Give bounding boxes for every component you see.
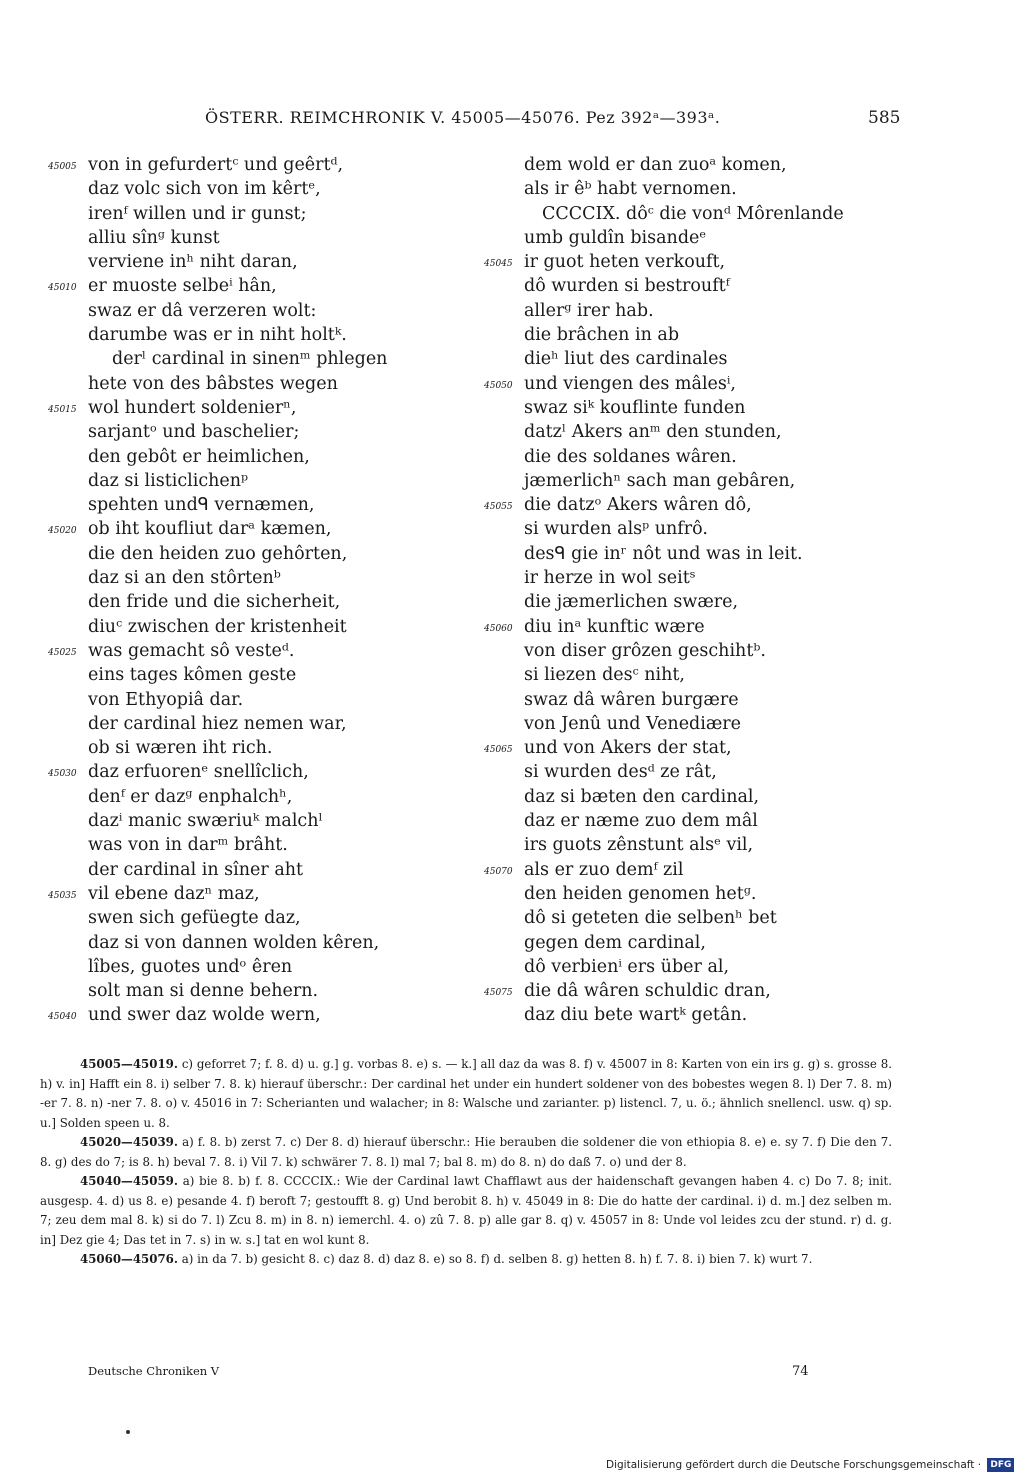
scan-speck bbox=[126, 1430, 130, 1434]
verse-line bbox=[484, 226, 924, 250]
line-number: 45040 bbox=[48, 1012, 77, 1023]
verse-text: daz er næme zuo dem mâl bbox=[524, 811, 758, 832]
verse-line bbox=[484, 202, 924, 226]
verse-text: von diser grôzen geschihtᵇ. bbox=[524, 640, 766, 661]
verse-text: diu inᵃ kunftic wære bbox=[524, 616, 705, 637]
apparatus-notes: a) bie 8. b) f. 8. CCCCIX.: Wie der Cardinal lawt Chafflawt aus der haidenschaft gevangen haben 4. c) Do 7. 8; init. ausgesp. 4. d) us 8. e) pesande 4. f) beroft 7; gestoufft 8. g) Und berobit 8. h) v. 45049 in 8: Die do hatte der cardinal. i) d. m.] dez selben m. 7; zeu dem mal 8. k) si do 7. l) Zcu 8. m) in 8. n) iemerchl. 4. o) zû 7. 8. p) alle gar 8. q) v. 45057 in 8: Unde vol leides zcu der stund. r) d. g. in] Dez gie 4; Das tet in 7. s) in w. s.] tat en wol kunt 8. bbox=[40, 1174, 892, 1247]
apparatus-range: 45060—45076. bbox=[80, 1252, 178, 1266]
verse-text: ir guot heten verkouft, bbox=[524, 252, 726, 273]
verse-line bbox=[484, 396, 924, 420]
verse-line bbox=[484, 809, 924, 833]
verse-text: eins tages kômen geste bbox=[88, 665, 297, 686]
verse-text: was von in darᵐ brâht. bbox=[88, 835, 288, 856]
verse-text: swaz dâ wâren burgære bbox=[524, 689, 739, 710]
verse-text: swen sich gefüegte daz, bbox=[88, 908, 301, 929]
verse-line bbox=[48, 323, 488, 347]
verse-text: von Ethyopiâ dar. bbox=[88, 689, 244, 710]
apparatus-notes: a) in da 7. b) gesicht 8. c) daz 8. d) daz 8. e) so 8. f) d. selben 8. g) hetten 8. h) f. 7. 8. i) bien 7. k) wurt 7. bbox=[178, 1252, 813, 1266]
verse-line bbox=[484, 1003, 924, 1027]
verse-text: verviene inʰ niht daran, bbox=[88, 252, 298, 273]
verse-text: derˡ cardinal in sinenᵐ phlegen bbox=[112, 349, 388, 370]
verse-line bbox=[484, 906, 924, 930]
verse-text: gegen dem cardinal, bbox=[524, 932, 706, 953]
verse-line bbox=[484, 736, 924, 760]
apparatus-entry bbox=[40, 1133, 892, 1172]
running-header bbox=[0, 108, 1000, 138]
verse-text: si liezen desᶜ niht, bbox=[524, 665, 685, 686]
verse-line bbox=[484, 274, 924, 298]
verse-line bbox=[48, 882, 488, 906]
verse-line bbox=[484, 153, 924, 177]
apparatus-range: 45005—45019. bbox=[80, 1057, 178, 1071]
verse-text: dem wold er dan zuoᵃ komen, bbox=[524, 155, 787, 175]
verse-text: alliu sînᵍ kunst bbox=[88, 227, 220, 248]
verse-text: dazⁱ manic swæriuᵏ malchˡ bbox=[88, 811, 323, 832]
verse-text: ob iht koufliut darᵃ kæmen, bbox=[88, 519, 332, 540]
verse-line bbox=[48, 590, 488, 614]
verse-line bbox=[484, 688, 924, 712]
line-number: 45005 bbox=[48, 162, 77, 172]
verse-text: allerᵍ irer hab. bbox=[524, 300, 654, 321]
verse-line bbox=[48, 712, 488, 736]
verse-text: ir herze in wol seitˢ bbox=[524, 568, 696, 589]
verse-text: irenᶠ willen und ir gunst; bbox=[88, 203, 307, 224]
verse-line bbox=[48, 542, 488, 566]
line-number: 45025 bbox=[48, 647, 77, 658]
verse-text: von Jenû und Venediære bbox=[524, 713, 742, 734]
verse-text: daz si an den stôrtenᵇ bbox=[88, 568, 281, 589]
verse-line bbox=[48, 809, 488, 833]
verse-line bbox=[484, 250, 924, 274]
verse-line bbox=[48, 736, 488, 760]
verse-text: er muoste selbeⁱ hân, bbox=[88, 276, 277, 297]
verse-text: lîbes, guotes undᵒ êren bbox=[88, 956, 293, 977]
verse-line bbox=[48, 785, 488, 809]
verse-line bbox=[484, 177, 924, 201]
verse-text: datzˡ Akers anᵐ den stunden, bbox=[524, 422, 782, 443]
verse-text: die brâchen in ab bbox=[524, 325, 680, 346]
verse-line bbox=[484, 858, 924, 882]
verse-line bbox=[484, 760, 924, 784]
verse-text: daz volc sich von im kêrtᵉ, bbox=[88, 179, 321, 200]
verse-text: die jæmerlichen swære, bbox=[524, 592, 739, 613]
line-number: 45035 bbox=[48, 890, 77, 901]
verse-text: denᶠ er dazᵍ enphalchʰ, bbox=[88, 786, 293, 807]
signature-mark: 74 bbox=[792, 1364, 809, 1379]
page-number: 585 bbox=[868, 108, 901, 128]
verse-line bbox=[484, 590, 924, 614]
verse-line bbox=[48, 396, 488, 420]
verse-line bbox=[48, 372, 488, 396]
verse-line bbox=[484, 931, 924, 955]
apparatus-entry bbox=[40, 1250, 892, 1270]
verse-text: dieʰ liut des cardinales bbox=[524, 349, 728, 370]
verse-line bbox=[48, 445, 488, 469]
verse-line bbox=[48, 202, 488, 226]
verse-line bbox=[484, 955, 924, 979]
verse-text: daz erfuorenᵉ snellîclich, bbox=[88, 762, 309, 783]
line-number: 45060 bbox=[484, 623, 513, 634]
verse-line bbox=[484, 882, 924, 906]
verse-text: darumbe was er in niht holtᵏ. bbox=[88, 325, 347, 346]
verse-text: swaz siᵏ kouflinte funden bbox=[524, 397, 746, 418]
verse-text: swaz er dâ verzeren wolt: bbox=[88, 300, 317, 321]
verse-text: sarjantᵒ und baschelier; bbox=[88, 422, 300, 443]
verse-line bbox=[48, 493, 488, 517]
verse-text: ob si wæren iht rich. bbox=[88, 738, 273, 759]
line-number: 45045 bbox=[484, 259, 513, 270]
verse-text: jæmerlichⁿ sach man gebâren, bbox=[524, 470, 796, 491]
apparatus-entry bbox=[40, 1055, 892, 1133]
verse-text: und swer daz wolde wern, bbox=[88, 1005, 321, 1026]
verse-text: irs guots zênstunt alsᵉ vil, bbox=[524, 835, 754, 856]
verse-line bbox=[48, 833, 488, 857]
dfg-funding-text: Digitalisierung gefördert durch die Deutsche Forschungsgemeinschaft · bbox=[606, 1459, 982, 1471]
verse-line bbox=[48, 299, 488, 323]
verse-column-right bbox=[484, 153, 924, 1028]
verse-text: daz si von dannen wolden kêren, bbox=[88, 932, 380, 953]
verse-text: wol hundert soldenierⁿ, bbox=[88, 397, 297, 418]
verse-line bbox=[484, 639, 924, 663]
verse-line bbox=[48, 639, 488, 663]
verse-text: dô si geteten die selbenʰ bet bbox=[524, 908, 777, 929]
verse-line bbox=[484, 785, 924, 809]
verse-text: si wurden desᵈ ze rât, bbox=[524, 762, 717, 783]
line-number: 45065 bbox=[484, 745, 513, 756]
verse-line bbox=[484, 420, 924, 444]
apparatus-notes: c) geforret 7; f. 8. d) u. g.] g. vorbas 8. e) s. — k.] all daz da was 8. f) v. 45007 in 8: Karten von ein irs g. g) s. grosse 8. h) v. in] Hafft ein 8. i) selber 7. 8. k) hierauf überschr.: Der cardinal het under ein hundert soldener von des bobestes wegen 8. l) Der 7. 8. m) -er 7. 8. n) -ner 7. 8. o) v. 45016 in 7: Scherianten und walacher; in 8: Walsche und zarianter. p) listencl. 7, u. ö.; ähnlich snellencl. usw. q) sp. u.] Solden speen u. 8. bbox=[40, 1057, 892, 1130]
verse-line bbox=[48, 566, 488, 590]
apparatus-range: 45020—45039. bbox=[80, 1135, 178, 1149]
verse-line bbox=[484, 712, 924, 736]
dfg-funding-notice bbox=[606, 1456, 1012, 1474]
verse-line bbox=[48, 250, 488, 274]
verse-text: die des soldanes wâren. bbox=[524, 446, 737, 467]
verse-text: die dâ wâren schuldic dran, bbox=[524, 981, 771, 1002]
verse-text: hete von des bâbstes wegen bbox=[88, 373, 338, 394]
verse-line bbox=[48, 688, 488, 712]
verse-line bbox=[48, 760, 488, 784]
verse-text: von in gefurdertᶜ und geêrtᵈ, bbox=[88, 155, 344, 175]
verse-line bbox=[48, 979, 488, 1003]
verse-line bbox=[48, 955, 488, 979]
verse-text: solt man si denne behern. bbox=[88, 981, 319, 1002]
verse-text: spehten undᑫ vernæmen, bbox=[88, 495, 315, 516]
verse-line bbox=[48, 931, 488, 955]
verse-line bbox=[484, 542, 924, 566]
verse-line bbox=[484, 445, 924, 469]
verse-line bbox=[48, 663, 488, 687]
verse-line bbox=[48, 1003, 488, 1027]
verse-text: den gebôt er heimlichen, bbox=[88, 446, 310, 467]
apparatus-range: 45040—45059. bbox=[80, 1174, 178, 1188]
line-number: 45070 bbox=[484, 866, 513, 877]
line-number: 45020 bbox=[48, 526, 77, 537]
verse-text: als ir êᵇ habt vernomen. bbox=[524, 179, 737, 200]
verse-line bbox=[484, 615, 924, 639]
verse-text: dô verbienⁱ ers über al, bbox=[524, 956, 730, 977]
verse-text: den fride und die sicherheit, bbox=[88, 592, 341, 613]
line-number: 45030 bbox=[48, 769, 77, 780]
verse-text: vil ebene dazⁿ maz, bbox=[88, 883, 260, 904]
verse-line bbox=[48, 858, 488, 882]
verse-line bbox=[48, 517, 488, 541]
verse-line bbox=[48, 153, 488, 177]
verse-text: dô wurden si bestrouftᶠ bbox=[524, 276, 730, 297]
apparatus-notes: a) f. 8. b) zerst 7. c) Der 8. d) hierauf überschr.: Hie berauben die soldener die von ethiopia 8. e) e. sy 7. f) Die den 7. 8. g) des do 7; is 8. h) beval 7. 8. i) Vil 7. k) schwärer 7. 8. l) mal 7; bal 8. m) do 8. n) do daß 7. o) und der 8. bbox=[40, 1135, 892, 1169]
verse-text: daz diu bete wartᵏ getân. bbox=[524, 1005, 748, 1026]
verse-text: der cardinal hiez nemen war, bbox=[88, 713, 347, 734]
verse-line bbox=[484, 517, 924, 541]
verse-text: daz si listiclichenᵖ bbox=[88, 470, 249, 491]
verse-line bbox=[48, 615, 488, 639]
verse-line bbox=[484, 347, 924, 371]
verse-text: und viengen des mâlesⁱ, bbox=[524, 373, 736, 394]
line-number: 45015 bbox=[48, 404, 77, 415]
verse-text: der cardinal in sîner aht bbox=[88, 859, 304, 880]
verse-line bbox=[48, 226, 488, 250]
critical-apparatus bbox=[40, 1055, 892, 1270]
apparatus-entry bbox=[40, 1172, 892, 1250]
line-number: 45055 bbox=[484, 502, 513, 513]
verse-line bbox=[48, 420, 488, 444]
series-title: Deutsche Chroniken V bbox=[88, 1364, 220, 1378]
verse-line bbox=[484, 323, 924, 347]
verse-line bbox=[48, 177, 488, 201]
verse-text: die den heiden zuo gehôrten, bbox=[88, 543, 348, 564]
verse-line bbox=[484, 663, 924, 687]
verse-line bbox=[48, 906, 488, 930]
verse-text: CCCCIX. dôᶜ die vonᵈ Môrenlande bbox=[542, 203, 844, 224]
line-number: 45075 bbox=[484, 988, 513, 999]
verse-text: die datzᵒ Akers wâren dô, bbox=[524, 495, 752, 516]
verse-line bbox=[484, 833, 924, 857]
verse-text: den heiden genomen hetᵍ. bbox=[524, 883, 757, 904]
verse-line bbox=[484, 469, 924, 493]
verse-line bbox=[484, 493, 924, 517]
dfg-logo-icon: DFG bbox=[987, 1458, 1014, 1472]
verse-line bbox=[48, 274, 488, 298]
verse-line bbox=[48, 469, 488, 493]
verse-text: umb guldîn bisandeᵉ bbox=[524, 227, 707, 248]
verse-line bbox=[484, 372, 924, 396]
verse-column-left bbox=[48, 153, 488, 1028]
verse-text: diuᶜ zwischen der kristenheit bbox=[88, 616, 347, 637]
verse-line bbox=[484, 979, 924, 1003]
verse-text: daz si bæten den cardinal, bbox=[524, 786, 760, 807]
verse-text: was gemacht sô vesteᵈ. bbox=[88, 640, 295, 661]
verse-text: als er zuo demᶠ zil bbox=[524, 859, 684, 880]
running-head-title: ÖSTERR. REIMCHRONIK V. 45005—45076. Pez 392ᵃ—393ᵃ. bbox=[205, 108, 721, 127]
line-number: 45050 bbox=[484, 380, 513, 391]
verse-text: desᑫ gie inʳ nôt und was in leit. bbox=[524, 543, 803, 564]
line-number: 45010 bbox=[48, 283, 77, 294]
verse-text: si wurden alsᵖ unfrô. bbox=[524, 519, 708, 540]
verse-text: und von Akers der stat, bbox=[524, 738, 732, 759]
verse-line bbox=[48, 347, 488, 371]
verse-line bbox=[484, 299, 924, 323]
verse-line bbox=[484, 566, 924, 590]
